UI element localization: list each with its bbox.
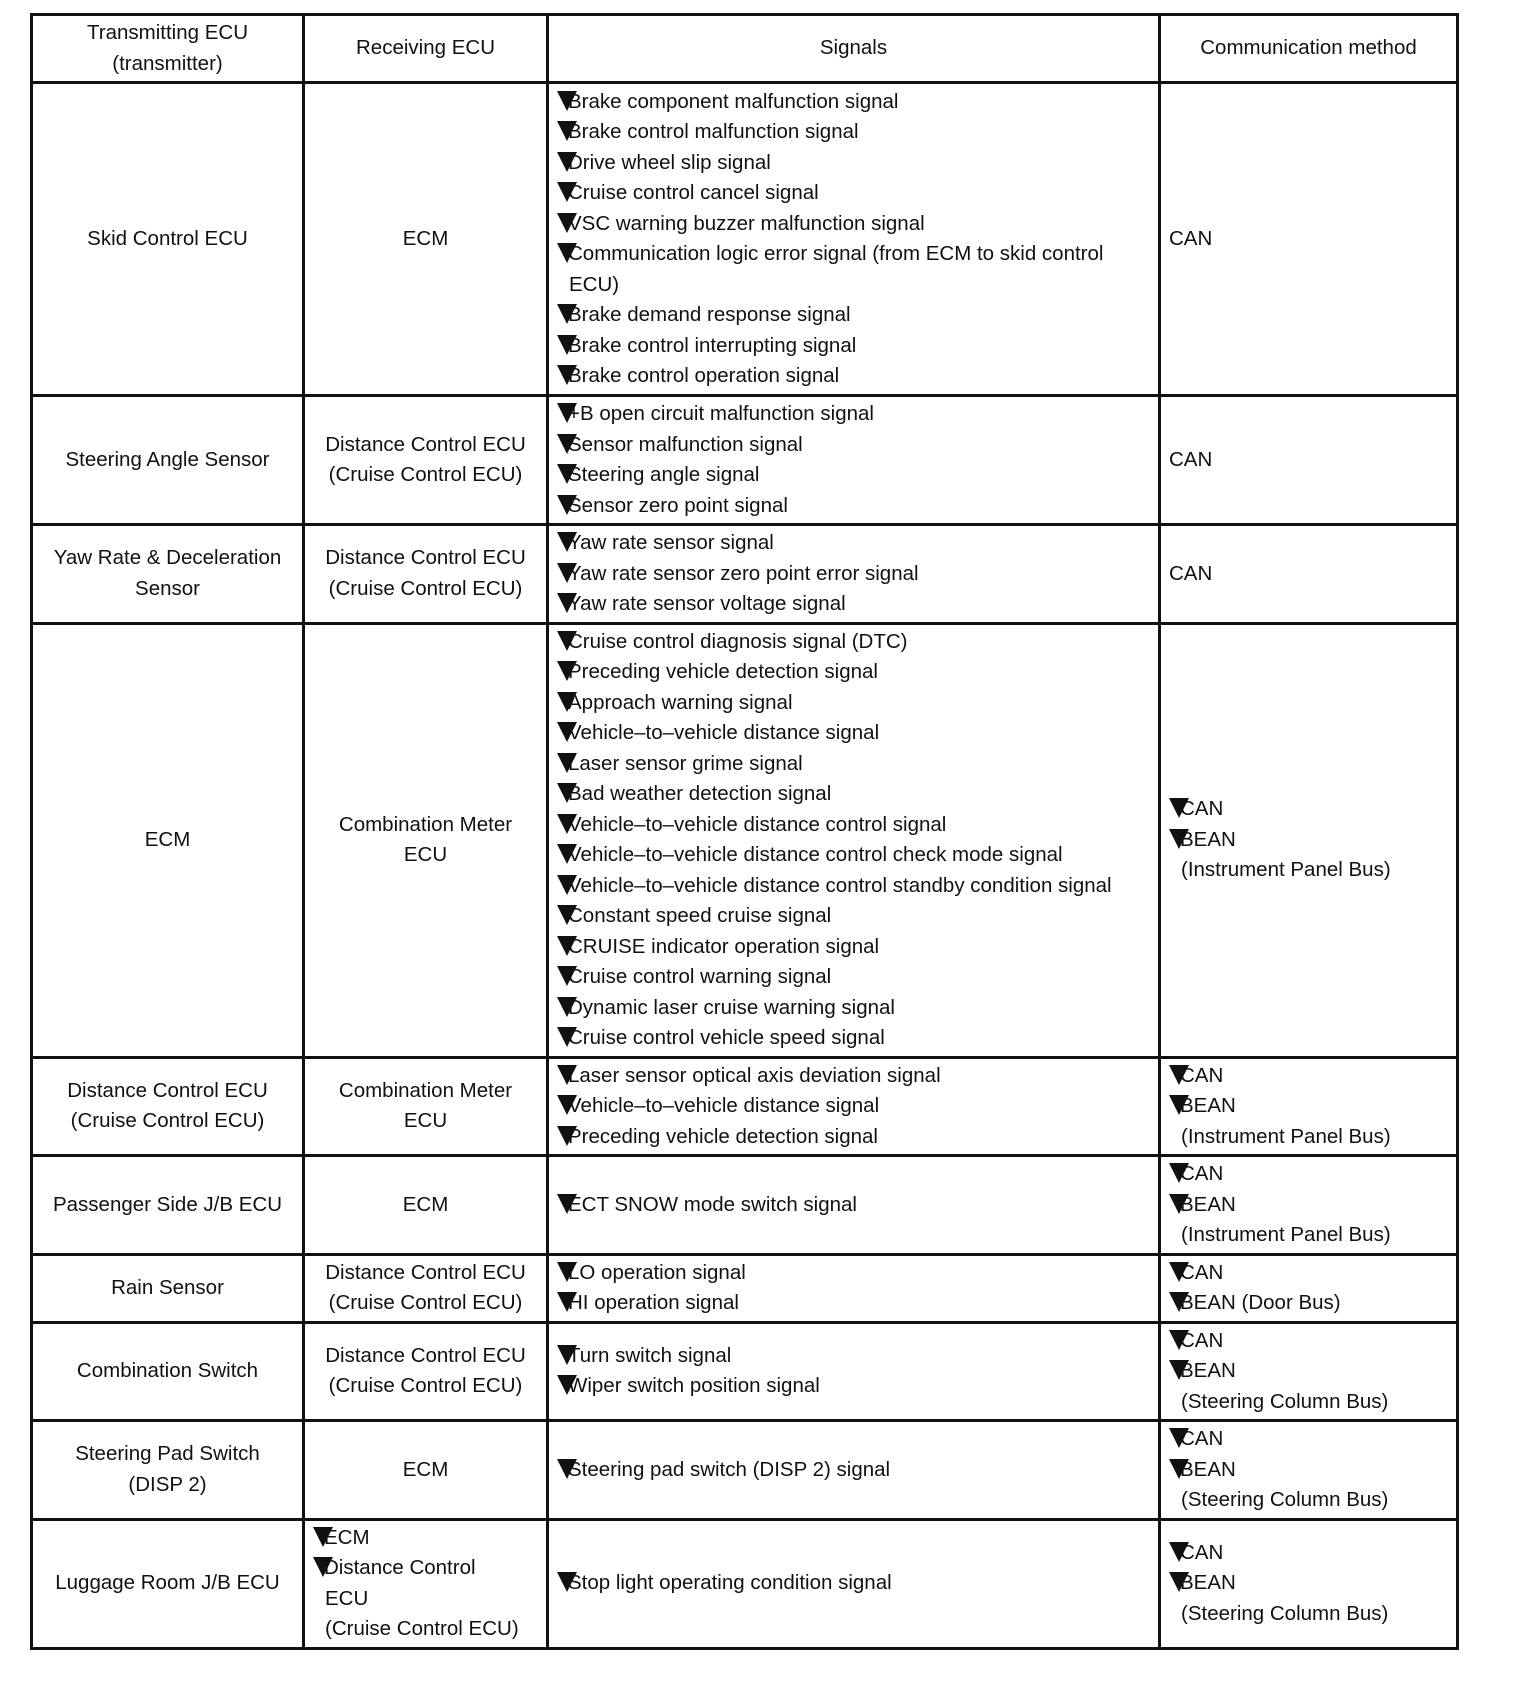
table-row: [32, 1421, 1458, 1520]
method-item: BEAN (Instrument Panel Bus): [1169, 1190, 1448, 1251]
signal-item: Turn switch signal: [557, 1341, 1150, 1372]
signals-cell: [548, 623, 1160, 1057]
transmitter-cell: Steering Angle Sensor: [32, 396, 304, 525]
signal-item: LO operation signal: [557, 1258, 1150, 1289]
signal-item: Approach warning signal: [557, 688, 1150, 719]
method-cell: CAN: [1160, 396, 1458, 525]
method-item: CAN: [1169, 1326, 1448, 1357]
method-item: CAN: [1169, 1538, 1448, 1569]
signal-item: Preceding vehicle detection signal: [557, 1122, 1150, 1153]
signal-item: Yaw rate sensor voltage signal: [557, 589, 1150, 620]
receiver-cell: ECM: [304, 1156, 548, 1255]
header-row: [32, 15, 1458, 83]
method-cell: [1160, 1322, 1458, 1421]
table-row: [32, 1156, 1458, 1255]
method-item: CAN: [1169, 1424, 1448, 1455]
table-row: [32, 1057, 1458, 1156]
receiver-cell: Distance Control ECU (Cruise Control ECU): [304, 1254, 548, 1322]
transmitter-cell: Rain Sensor: [32, 1254, 304, 1322]
signal-item: Steering angle signal: [557, 460, 1150, 491]
method-item: CAN: [1169, 794, 1448, 825]
signal-item: Vehicle–to–vehicle distance control check mode signal: [557, 840, 1150, 871]
receiver-cell: ECM: [304, 83, 548, 396]
signal-item: Cruise control warning signal: [557, 962, 1150, 993]
receiver-cell: Distance Control ECU (Cruise Control ECU): [304, 525, 548, 624]
receiver-cell: Distance Control ECU (Cruise Control ECU): [304, 1322, 548, 1421]
header-signals: Signals: [548, 15, 1160, 83]
transmitter-cell: Skid Control ECU: [32, 83, 304, 396]
header-communication-method: Communication method: [1160, 15, 1458, 83]
method-item: CAN: [1169, 1258, 1448, 1289]
table-row: [32, 623, 1458, 1057]
signals-cell: [548, 1322, 1160, 1421]
method-cell: [1160, 1156, 1458, 1255]
method-cell: [1160, 1254, 1458, 1322]
method-item: BEAN (Steering Column Bus): [1169, 1356, 1448, 1417]
signals-cell: [548, 1421, 1160, 1520]
signal-item: Cruise control diagnosis signal (DTC): [557, 627, 1150, 658]
signal-item: Communication logic error signal (from ECM to skid control ECU): [557, 239, 1150, 300]
signal-item: Brake demand response signal: [557, 300, 1150, 331]
signals-cell: [548, 1519, 1160, 1648]
signal-item: Vehicle–to–vehicle distance signal: [557, 718, 1150, 749]
signal-item: Bad weather detection signal: [557, 779, 1150, 810]
receiver-item: ECM: [313, 1523, 538, 1554]
method-item: BEAN (Instrument Panel Bus): [1169, 1091, 1448, 1152]
signal-item: Brake component malfunction signal: [557, 87, 1150, 118]
receiver-cell: Combination Meter ECU: [304, 1057, 548, 1156]
signal-item: Preceding vehicle detection signal: [557, 657, 1150, 688]
transmitter-cell: Combination Switch: [32, 1322, 304, 1421]
signal-item: HI operation signal: [557, 1288, 1150, 1319]
signal-item: Wiper switch position signal: [557, 1371, 1150, 1402]
signal-item: Sensor malfunction signal: [557, 430, 1150, 461]
table-row: [32, 525, 1458, 624]
signal-item: Sensor zero point signal: [557, 491, 1150, 522]
method-cell: [1160, 1519, 1458, 1648]
receiver-cell: Distance Control ECU (Cruise Control ECU): [304, 396, 548, 525]
signal-item: Dynamic laser cruise warning signal: [557, 993, 1150, 1024]
signal-item: Yaw rate sensor signal: [557, 528, 1150, 559]
signal-item: Constant speed cruise signal: [557, 901, 1150, 932]
table-row: [32, 1254, 1458, 1322]
signal-item: Vehicle–to–vehicle distance control standby condition signal: [557, 871, 1150, 902]
receiver-cell: Combination Meter ECU: [304, 623, 548, 1057]
method-cell: [1160, 1421, 1458, 1520]
signal-item: Brake control operation signal: [557, 361, 1150, 392]
transmitter-cell: Passenger Side J/B ECU: [32, 1156, 304, 1255]
signal-item: Cruise control vehicle speed signal: [557, 1023, 1150, 1054]
communication-table: [30, 13, 1459, 1650]
signal-item: Vehicle–to–vehicle distance control signal: [557, 810, 1150, 841]
signal-item: Steering pad switch (DISP 2) signal: [557, 1455, 1150, 1486]
signals-cell: [548, 1156, 1160, 1255]
receiver-cell: ECM: [304, 1421, 548, 1520]
receiver-item: Distance Control ECU (Cruise Control ECU): [313, 1553, 538, 1645]
signal-item: Cruise control cancel signal: [557, 178, 1150, 209]
method-item: BEAN (Steering Column Bus): [1169, 1568, 1448, 1629]
table-row: [32, 396, 1458, 525]
table-row: [32, 83, 1458, 396]
method-item: CAN: [1169, 1061, 1448, 1092]
method-cell: [1160, 623, 1458, 1057]
signal-item: ECT SNOW mode switch signal: [557, 1190, 1150, 1221]
transmitter-cell: Yaw Rate & Deceleration Sensor: [32, 525, 304, 624]
signals-cell: [548, 83, 1160, 396]
signal-item: Yaw rate sensor zero point error signal: [557, 559, 1150, 590]
signals-cell: [548, 396, 1160, 525]
table-row: [32, 1519, 1458, 1648]
receiver-cell: [304, 1519, 548, 1648]
signal-item: Brake control malfunction signal: [557, 117, 1150, 148]
method-cell: [1160, 1057, 1458, 1156]
signal-item: Stop light operating condition signal: [557, 1568, 1150, 1599]
method-item: BEAN (Door Bus): [1169, 1288, 1448, 1319]
method-cell: CAN: [1160, 525, 1458, 624]
method-item: CAN: [1169, 1159, 1448, 1190]
signals-cell: [548, 525, 1160, 624]
signal-item: Vehicle–to–vehicle distance signal: [557, 1091, 1150, 1122]
signal-item: CRUISE indicator operation signal: [557, 932, 1150, 963]
signal-item: Drive wheel slip signal: [557, 148, 1150, 179]
signals-cell: [548, 1254, 1160, 1322]
method-cell: CAN: [1160, 83, 1458, 396]
table-row: [32, 1322, 1458, 1421]
signal-item: Laser sensor optical axis deviation signal: [557, 1061, 1150, 1092]
signal-item: Laser sensor grime signal: [557, 749, 1150, 780]
signal-item: VSC warning buzzer malfunction signal: [557, 209, 1150, 240]
header-transmitting-ecu: Transmitting ECU (transmitter): [32, 15, 304, 83]
signals-cell: [548, 1057, 1160, 1156]
method-item: BEAN (Instrument Panel Bus): [1169, 825, 1448, 886]
signal-item: Brake control interrupting signal: [557, 331, 1150, 362]
header-receiving-ecu: Receiving ECU: [304, 15, 548, 83]
transmitter-cell: Luggage Room J/B ECU: [32, 1519, 304, 1648]
signal-item: +B open circuit malfunction signal: [557, 399, 1150, 430]
transmitter-cell: ECM: [32, 623, 304, 1057]
method-item: BEAN (Steering Column Bus): [1169, 1455, 1448, 1516]
transmitter-cell: Steering Pad Switch (DISP 2): [32, 1421, 304, 1520]
transmitter-cell: Distance Control ECU (Cruise Control ECU): [32, 1057, 304, 1156]
